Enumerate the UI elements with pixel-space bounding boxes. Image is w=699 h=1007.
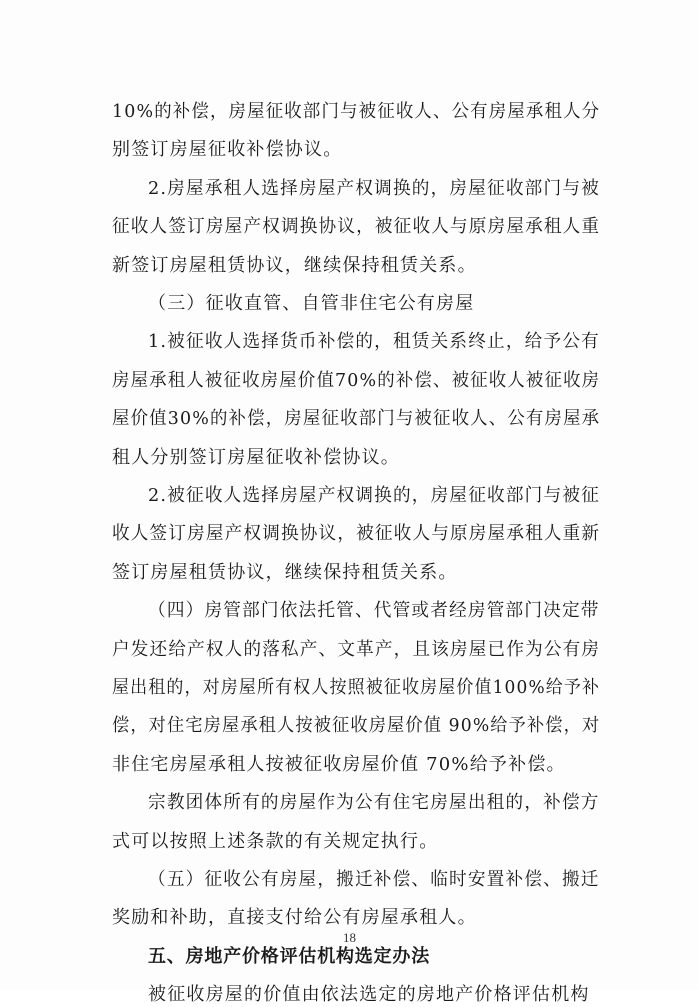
text-line-6: （三）征收直管、自管非住宅公有房屋: [148, 293, 475, 314]
text-line-11: 2.被征收人选择房屋产权调换的，房屋征收部门与被征: [148, 485, 600, 506]
text-line-2: 别签订房屋征收补偿协议。: [112, 139, 343, 160]
text-line-19: 宗教团体所有的房屋作为公有住宅房屋出租的，补偿方: [148, 792, 600, 813]
text-line-18: 非住宅房屋承租人按被征收房屋价值 70%给予补偿。: [112, 754, 566, 775]
text-line-16: 屋出租的，对房屋所有权人按照被征收房屋价值100%给予补: [112, 677, 601, 698]
text-line-12: 收人签订房屋产权调换协议，被征收人与原房屋承租人重新: [112, 523, 601, 544]
text-line-22: 奖励和补助，直接支付给公有房屋承租人。: [112, 907, 477, 928]
text-line-15: 户发还给产权人的落私产、文革产，且该房屋已作为公有房: [112, 639, 601, 660]
page-number: 18: [343, 930, 356, 945]
text-line-24: 被征收房屋的价值由依法选定的房地产价格评估机构: [148, 984, 590, 1005]
text-line-17: 偿，对住宅房屋承租人按被征收房屋价值 90%给予补偿，对: [112, 715, 601, 736]
text-line-9: 屋价值30%的补偿，房屋征收部门与被征收人、公有房屋承: [112, 408, 601, 429]
text-line-10: 租人分别签订房屋征收补偿协议。: [112, 447, 400, 468]
text-line-4: 征收人签订房屋产权调换协议，被征收人与原房屋承租人重: [112, 216, 601, 237]
text-line-3: 2.房屋承租人选择房屋产权调换的，房屋征收部门与被: [148, 178, 600, 199]
text-line-7: 1.被征收人选择货币补偿的，租赁关系终止，给予公有: [148, 331, 600, 352]
text-line-8: 房屋承租人被征收房屋价值70%的补偿、被征收人被征收房: [112, 370, 601, 391]
text-line-21: （五）征收公有房屋，搬迁补偿、临时安置补偿、搬迁: [148, 869, 600, 890]
text-line-20: 式可以按照上述条款的有关规定执行。: [112, 831, 439, 852]
text-line-1: 10%的补偿，房屋征收部门与被征收人、公有房屋承租人分: [112, 101, 601, 122]
text-line-13: 签订房屋租赁协议，继续保持租赁关系。: [112, 562, 458, 583]
text-line-5: 新签订房屋租赁协议，继续保持租赁关系。: [112, 255, 477, 276]
section-heading: 五、房地产价格评估机构选定办法: [148, 946, 430, 967]
text-line-14: （四）房管部门依法托管、代管或者经房管部门决定带: [148, 600, 600, 621]
